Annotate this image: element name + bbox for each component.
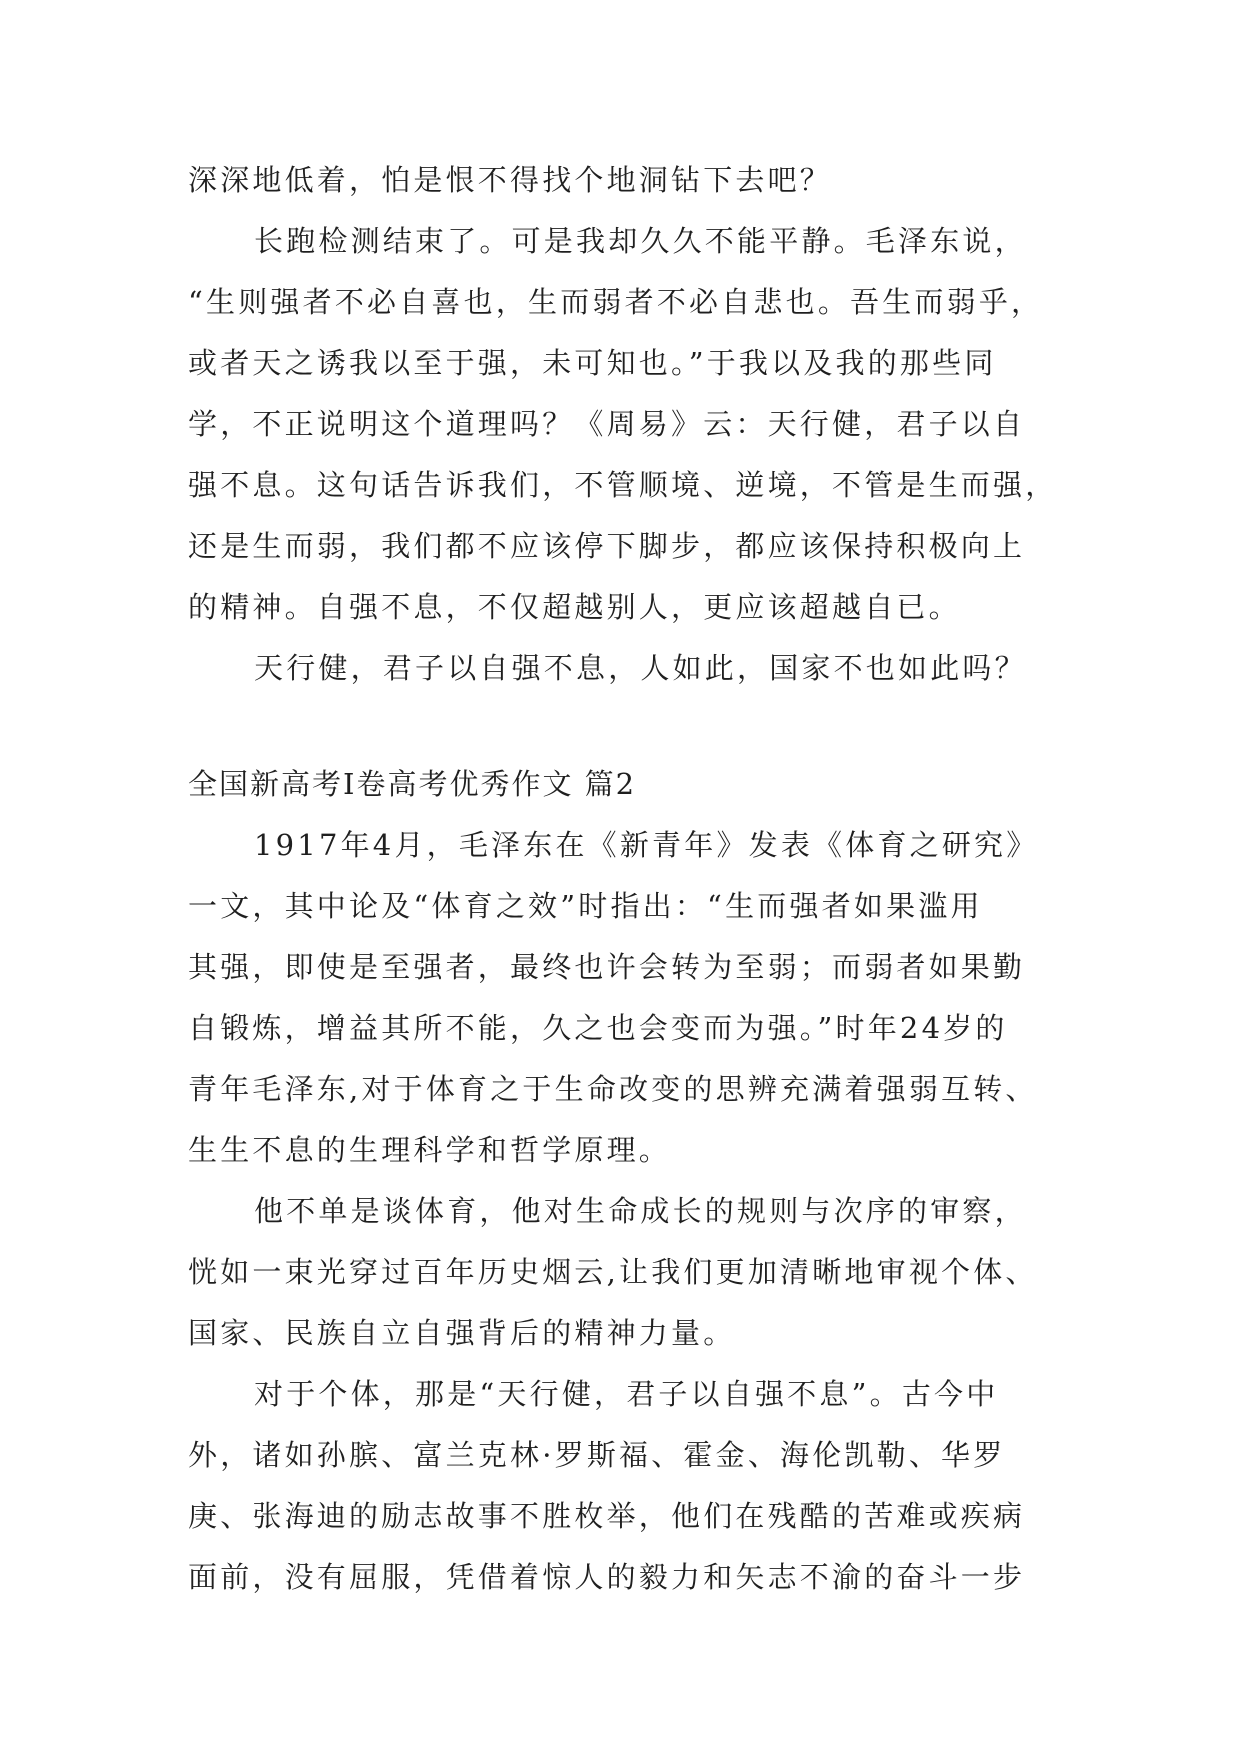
paragraph-start-line: 长跑检测结束了。可是我却久久不能平静。毛泽东说， (254, 224, 1027, 258)
text-line: 深深地低着，怕是恨不得找个地洞钻下去吧？ (188, 163, 833, 197)
text-line: 庚、张海迪的励志故事不胜枚举，他们在残酷的苦难或疾病 (188, 1499, 1026, 1533)
text-line: 或者天之诱我以至于强，未可知也。”于我以及我的那些同 (188, 346, 997, 380)
text-line: 青年毛泽东,对于体育之于生命改变的思辨充满着强弱互转、 (188, 1072, 1038, 1106)
text-line: 强不息。这句话告诉我们，不管顺境、逆境，不管是生而强， (188, 468, 1058, 502)
text-line: 还是生而弱，我们都不应该停下脚步，都应该保持积极向上 (188, 529, 1026, 563)
text-line: 的精神。自强不息，不仅超越别人，更应该超越自已。 (188, 590, 961, 624)
document-page (188, 150, 1070, 1608)
section-gap (188, 699, 1070, 754)
paragraph-start-line: 他不单是谈体育，他对生命成长的规则与次序的审察， (254, 1194, 1027, 1228)
text-line: “生则强者不必自喜也，生而弱者不必自悲也。吾生而弱乎， (188, 285, 1044, 319)
text-line: 自锻炼，增益其所不能，久之也会变而为强。”时年24岁的 (188, 1011, 1008, 1045)
text-line: 一文，其中论及“体育之效”时指出：“生而强者如果滥用 (188, 889, 983, 923)
text-line: 外，诸如孙膑、富兰克林·罗斯福、霍金、海伦凯勒、华罗 (188, 1438, 1006, 1472)
paragraph-start-line: 天行健，君子以自强不息，人如此，国家不也如此吗？ (254, 651, 1027, 685)
text-line: 国家、民族自立自强背后的精神力量。 (188, 1316, 736, 1350)
text-line: 恍如一束光穿过百年历史烟云,让我们更加清晰地审视个体、 (188, 1255, 1038, 1289)
text-line: 学，不正说明这个道理吗？《周易》云：天行健，君子以自 (188, 407, 1026, 441)
paragraph-start-line: 对于个体，那是“天行健，君子以自强不息”。古今中 (254, 1377, 999, 1411)
text-line: 其强，即使是至强者，最终也许会转为至弱；而弱者如果勤 (188, 950, 1026, 984)
section-heading: 全国新高考Ⅰ卷高考优秀作文 篇2 (188, 767, 637, 801)
text-line: 面前，没有屈服，凭借着惊人的毅力和矢志不渝的奋斗一步 (188, 1560, 1026, 1594)
paragraph-start-line: 1917年4月，毛泽东在《新青年》发表《体育之研究》 (254, 828, 1039, 862)
text-line: 生生不息的生理科学和哲学原理。 (188, 1133, 672, 1167)
